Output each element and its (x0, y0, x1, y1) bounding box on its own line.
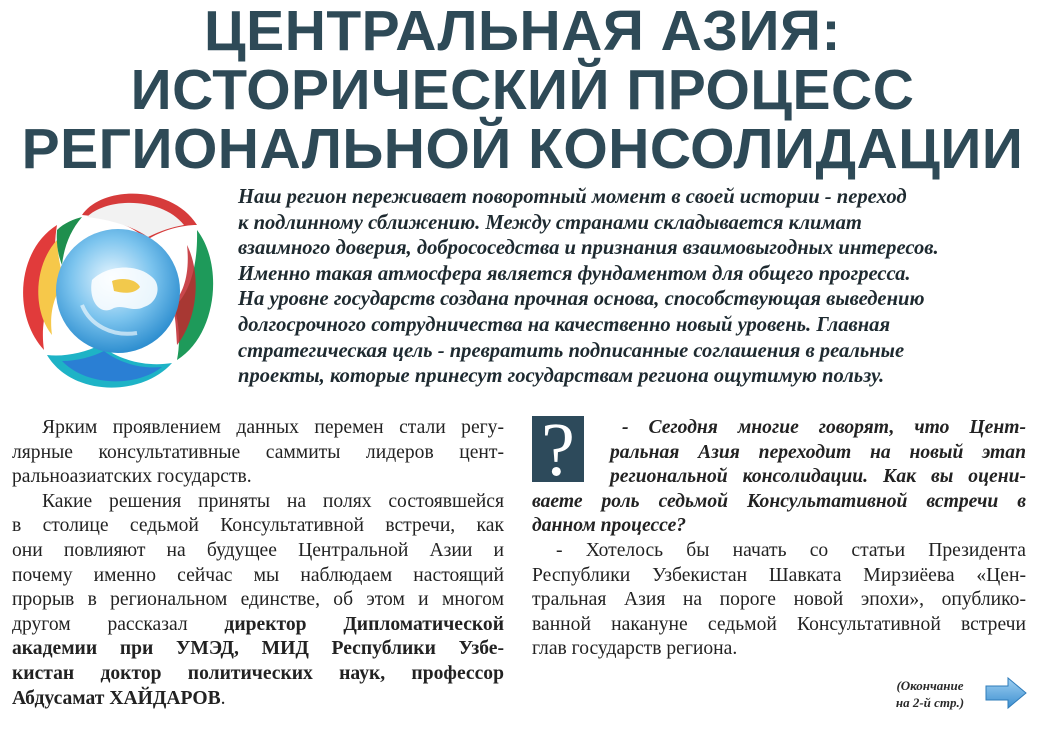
continuation-line-1: (Окончание (896, 678, 964, 693)
continuation-note (878, 677, 982, 711)
interviewee-name: Абдусамат ХАЙДАРОВ (12, 687, 221, 709)
answer-line: ванной накануне седьмой Консультативной встречи (532, 613, 1026, 635)
interviewee-credit: академии при УМЭД, МИД Республики Узбе- (12, 638, 504, 660)
article-lead (238, 185, 1028, 390)
continuation-line-2: на 2-й стр.) (895, 695, 965, 710)
lead-line: Наш регион переживает поворотный момент в своей истории - переход (238, 186, 907, 208)
body-text: другом рассказал (12, 613, 225, 635)
interview-question (532, 416, 1026, 539)
question-line: данном процессе? (532, 515, 687, 537)
lead-line: проекты, которые принесут государствам региона ощутимую пользу. (238, 365, 885, 388)
central-asia-globe-emblem-icon (12, 185, 224, 397)
body-line: Ярким проявлением данных перемен стали регу- (42, 417, 504, 438)
question-line: ваете роль седьмой Консультативной встречи в (532, 490, 1026, 512)
headline-line-2: ИСТОРИЧЕСКИЙ ПРОЦЕСС (130, 58, 915, 122)
question-line: ральная Азия переходит на новый этап (610, 441, 1026, 463)
article-headline (0, 2, 1045, 179)
body-line: они повлияют на будущее Центральной Азии и (12, 539, 504, 561)
body-line (12, 613, 504, 638)
lead-line: На уровне государств создана прочная основа, способствующая выведению (238, 288, 925, 311)
headline-line-1: ЦЕНТРАЛЬНАЯ АЗИЯ: (204, 0, 841, 63)
question-mark-glyph: ? (541, 408, 575, 492)
question-line: - Сегодня многие говорят, что Цент- (622, 417, 1026, 438)
lead-line: Именно такая атмосфера является фундаментом для общего прогресса. (238, 262, 911, 285)
lead-line: стратегическая цель - превратить подписанные соглашения в реальные (238, 339, 905, 362)
body-line: ральноазиатских государств. (12, 466, 252, 488)
answer-line: Республики Узбекистан Шавката Мирзиёева «Цен- (532, 564, 1026, 586)
answer-line: тральная Азия на пороге новой эпохи», опублико- (532, 589, 1026, 611)
interview-answer (532, 539, 1026, 662)
body-line: Какие решения приняты на полях состоявшейся (42, 490, 504, 512)
right-column (532, 416, 1026, 662)
body-line: в столице седьмой Консультативной встречи, как (12, 515, 504, 537)
arrow-right-icon (984, 676, 1028, 710)
answer-line: глав государств региона. (532, 638, 738, 660)
left-column (12, 416, 504, 711)
interviewee-credit: директор Дипломатической (224, 613, 505, 635)
body-text: . (220, 687, 226, 709)
body-line: почему именно сейчас мы наблюдаем настоящий (12, 564, 504, 586)
question-line: региональной консолидации. Как вы оцени- (610, 466, 1026, 488)
lead-line: взаимного доверия, добрососедства и признания взаимовыгодных интересов. (238, 237, 939, 260)
body-line: лярные консультативные саммиты лидеров цент- (12, 441, 504, 463)
headline-line-3: РЕГИОНАЛЬНОЙ КОНСОЛИДАЦИИ (21, 117, 1024, 181)
interviewee-credit: кистан доктор политических наук, профессор (12, 662, 504, 684)
body-line (12, 637, 504, 662)
lead-line: долгосрочного сотрудничества на качественно новый уровень. Главная (238, 313, 891, 336)
body-line: прорыв в региональном единстве, об этом и многом (12, 589, 504, 611)
body-line (12, 687, 504, 712)
answer-line: - Хотелось бы начать со статьи Президента (556, 539, 1026, 561)
body-line (12, 662, 504, 687)
lead-line: к подлинному сближению. Между странами складывается климат (238, 211, 862, 234)
